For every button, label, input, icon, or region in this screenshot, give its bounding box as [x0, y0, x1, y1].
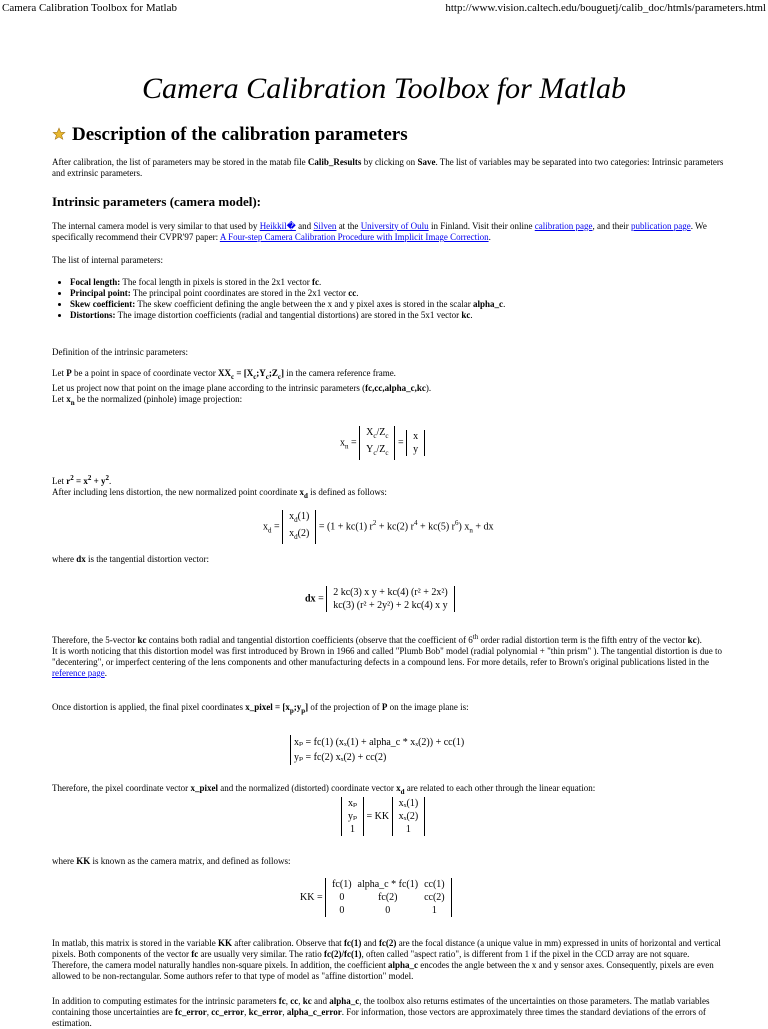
equation-pixel-coordinates: xₚ = fc(1) (xₓ(1) + alpha_c * xₓ(2)) + cc(1) yₚ = fc(2) xₓ(2) + cc(2)	[290, 735, 464, 765]
link-reference-page[interactable]: reference page	[52, 668, 105, 678]
equation-tangential: dx = 2 kc(3) x y + kc(4) (r² + 2x²) kc(3) (r² + 2y²) + 2 kc(4) x y	[305, 586, 455, 612]
therefore2-line: Therefore, the pixel coordinate vector x_pixel and the normalized (distorted) coordinate vector $x_d$ are related to each other through the linear equation:	[52, 783, 596, 796]
link-silven[interactable]: Silven	[313, 221, 337, 231]
intrinsic-heading: Intrinsic parameters (camera model):	[52, 194, 262, 209]
list-item: • Principal point: The principal point coordinates are stored in the 2x1 vector cc.	[70, 288, 724, 299]
equation-linear-relation: xₚ yₚ 1 = KK xₓ(1) xₓ(2) 1	[341, 797, 425, 836]
therefore-paragraph: Therefore, the 5-vector kc contains both radial and tangential distortion coefficients (observe that the coefficient of 6th order radial distortion term is the fifth entry of the vector kc). It is worth noticing that this distortion model was first introduced by Brown in 1966 and called "Plumb Bob" model (radial polynomial + "thin prism" ). The tangential distortion is due to "decentering", or imperfect centering of the lens components and other manufacturing defects in a compound lens. For more details, refer to Brown's original publications listed in the reference page.	[52, 633, 723, 678]
link-heikkila[interactable]: Heikkil�	[259, 221, 296, 231]
list-item: • Focal length: The focal length in pixels is stored in the 2x1 vector fc.	[70, 277, 724, 288]
link-publication-page[interactable]: publication page	[630, 221, 691, 231]
in-addition-paragraph: In addition to computing estimates for the intrinsic parameters fc, cc, kc and alpha_c, the toolbox also returns estimates of the uncertainties on those parameters. The matlab variables containing those uncertainties are fc_error, cc_error, kc_error, alpha_c_error. For information, those vectors are approximately three times the standard deviations of the errors of estimation.	[52, 996, 710, 1028]
link-university-oulu[interactable]: University of Oulu	[360, 221, 429, 231]
params-list	[52, 277, 724, 321]
once-distortion-line: Once distortion is applied, the final pixel coordinates x_pixel = $[x_p;y_p]$ of the projection of P on the image plane is:	[52, 702, 469, 715]
list-item: • Skew coefficient: The skew coefficient defining the angle between the x and y pixel axes is stored in the scalar alpha_c.	[70, 299, 724, 310]
list-intro: The list of internal parameters:	[52, 255, 163, 265]
page-header-url: http://www.vision.caltech.edu/bouguetj/calib_doc/htmls/parameters.html	[445, 2, 766, 14]
definition-lines: Let P be a point in space of coordinate vector $XX_c$ = $[X_c;Y_c;Z_c]$ in the camera reference frame. Let us project now that point on the image plane according to the intrinsic parameters (fc,cc,alpha_c,kc). Let $x_n$ be the normalized (pinhole) image projection:	[52, 368, 432, 407]
star-icon	[52, 127, 66, 141]
definition-heading: Definition of the intrinsic parameters:	[52, 347, 188, 357]
section-heading	[52, 124, 408, 146]
equation-normalized-projection: $x_n$ = $X_c/Z_c$ $Y_c/Z_c$ = x y	[340, 426, 425, 460]
equation-camera-matrix: KK = fc(1) alpha_c * fc(1) cc(1) 0 fc(2) cc(2) 0 0 1	[300, 878, 452, 917]
model-paragraph: The internal camera model is very similar to that used by Heikkil� and Silven at the University of Oulu in Finland. Visit their online calibration page, and their publication page. We specifically recommend their CVPR'97 paper: A Four-step Camera Calibration Procedure with Implicit Image Correction.	[52, 221, 707, 242]
list-item: • Distortions: The image distortion coefficients (radial and tangential distortions) are stored in the 5x1 vector kc.	[70, 310, 724, 321]
link-cvpr-paper[interactable]: A Four-step Camera Calibration Procedure with Implicit Image Correction	[219, 232, 489, 242]
page-title: Camera Calibration Toolbox for Matlab	[142, 72, 626, 105]
intro-paragraph: After calibration, the list of parameters may be stored in the matab file Calib_Results by clicking on Save. The list of variables may be separated into two categories: Intrinsic parameters and extrinsic parameters.	[52, 157, 724, 178]
link-calibration-page[interactable]: calibration page	[534, 221, 593, 231]
equation-distortion: $x_d$ = $x_d(1)$ $x_d(2)$ = (1 + kc(1) $r^2 + kc(2) r^4 + kc(5)$ $r^6$) $x_n$ + dx	[263, 510, 494, 544]
where-dx-line: where dx is the tangential distortion vector:	[52, 554, 209, 564]
section-title: Description of the calibration parameters	[72, 124, 408, 145]
where-kk-line: where KK is known as the camera matrix, and defined as follows:	[52, 856, 291, 866]
r-squared-line: Let $r^2 = x^2 + y^2$. After including lens distortion, the new normalized point coordinate $x_d$ is defined as follows:	[52, 474, 387, 500]
page-header-title: Camera Calibration Toolbox for Matlab	[2, 2, 177, 14]
in-matlab-paragraph: In matlab, this matrix is stored in the variable KK after calibration. Observe that fc(1) and fc(2) are the focal distance (a unique value in mm) expressed in units of horizontal and vertical pixels. Both components of the vector fc are usually very similar. The ratio fc(2)/fc(1), often called "aspect ratio", is different from 1 if the pixel in the CCD array are not square. Therefore, the camera model naturally handles non-square pixels. In addition, the coefficient alpha_c encodes the angle between the x and y sensor axes. Consequently, pixels are even allowed to be non-rectangular. Some authors refer to that type of model as "affine distortion" model.	[52, 938, 721, 981]
